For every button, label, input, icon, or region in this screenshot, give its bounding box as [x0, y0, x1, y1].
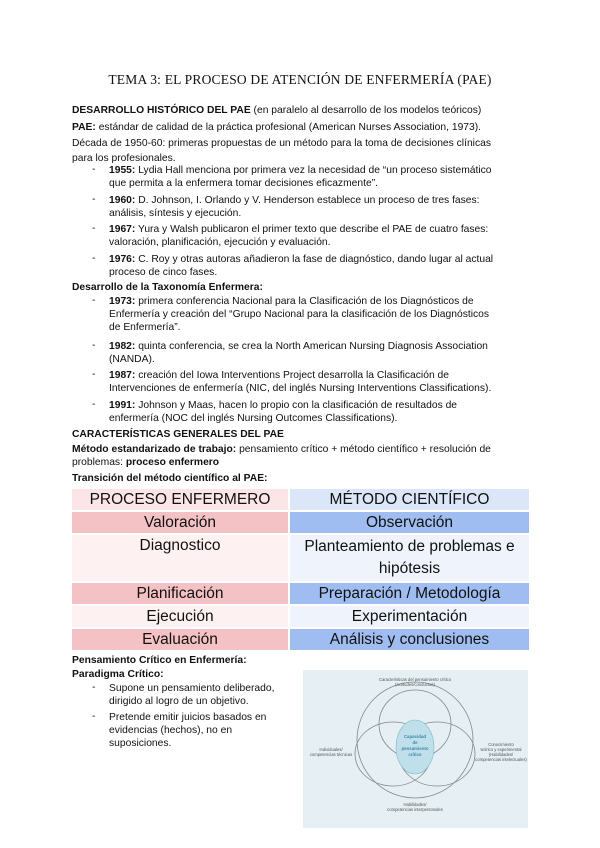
list-item: 1987: creación del Iowa Interventions Project desarrolla la Clasificación de Intervenciones de enfermería (NIC, del inglés Nursing Interventions Classifications).: [109, 370, 492, 395]
table-cell: Experimentación: [289, 605, 529, 628]
bullet-dash: -: [92, 340, 96, 351]
venn-diagram: [303, 670, 528, 828]
transicion-heading: Transición del método científico al PAE:: [72, 473, 268, 484]
bullet-dash: -: [92, 399, 96, 410]
table-cell: Preparación / Metodología: [289, 582, 529, 605]
bullet-dash: -: [92, 253, 96, 264]
fig-label-right-1: Conocimiento: [488, 742, 514, 747]
list-item: 1976: C. Roy y otras autoras añadieron la fase de diagnóstico, dando lugar al actual proceso de cinco fases.: [109, 254, 494, 279]
table-row: [72, 511, 529, 534]
table-row: [72, 534, 529, 582]
decada-line-1: Década de 1950-60: primeras propuestas de un método para la toma de decisiones clínicas: [72, 138, 491, 149]
caracteristicas-heading: CARACTERÍSTICAS GENERALES DEL PAE: [72, 429, 284, 440]
proceso-metodo-table: [72, 487, 529, 650]
table-cell: Diagnostico: [72, 534, 289, 582]
pensamiento-heading: Pensamiento Crítico en Enfermería:: [72, 655, 247, 666]
fig-label-left-1: Individuales/: [319, 747, 343, 752]
list-item: 1973: primera conferencia Nacional para la Clasificación de los Diagnósticos de Enfermería y creación del “Grupo Nacional para la clasificación de los Diagnósticos de Enfermería”.: [109, 296, 490, 334]
list-item: 1967: Yura y Walsh publicaron el primer texto que describe el PAE de cuatro fases: valoración, planificación, ejecución y evaluación.: [109, 224, 489, 249]
historia-heading: DESARROLLO HISTÓRICO DEL PAE: [72, 105, 251, 116]
table-cell: Análisis y conclusiones: [289, 628, 529, 650]
table-cell: Evaluación: [72, 628, 289, 650]
table-header-row: [72, 488, 529, 511]
table-cell: Valoración: [72, 511, 289, 534]
historia-heading-line: [72, 104, 527, 117]
list-item: 1955: Lydia Hall menciona por primera vez la necesidad de “un proceso sistemático que permita a la enfermera tomar decisiones eficazmente”.: [109, 165, 492, 190]
list-item: 1960: D. Johnson, I. Orlando y V. Henderson establece un proceso de tres fases: análisis, síntesis y ejecución.: [109, 195, 480, 220]
fig-center-1: Capacidad: [403, 734, 427, 739]
fig-center-2: de: [412, 740, 418, 745]
fig-label-left-2: competencias técnicas: [309, 752, 353, 757]
pae-line: [72, 121, 527, 134]
pensamiento-critico-figure: [303, 670, 528, 828]
bullet-dash: -: [92, 194, 96, 205]
pae-label: PAE:: [72, 122, 96, 133]
bullet-dash: -: [92, 711, 96, 722]
fig-label-top-2: (actitudes/conductas): [395, 682, 435, 687]
table-cell: Ejecución: [72, 605, 289, 628]
decada-line-2: para los profesionales.: [72, 153, 176, 164]
list-item: 1982: quinta conferencia, se crea la North American Nursing Diagnosis Association (NANDA).: [109, 341, 488, 366]
table-row: [72, 605, 529, 628]
page-title: TEMA 3: EL PROCESO DE ATENCIÓN DE ENFERMERÍA (PAE): [108, 72, 492, 87]
list-item: Pretende emitir juicios basados en evidencias (hechos), no en suposiciones.: [109, 712, 267, 750]
bullet-dash: -: [92, 164, 96, 175]
metodo-line: Método estandarizado de trabajo: pensamiento crítico + método científico + resolución de problemas: proceso enfermero: [72, 444, 491, 469]
table-header-cell: PROCESO ENFERMERO: [72, 488, 289, 511]
table-cell: Planteamiento de problemas e hipótesis: [289, 534, 529, 582]
table-cell: Observación: [289, 511, 529, 534]
fig-label-right-2: teórico y experimental: [480, 747, 522, 752]
pae-text: estándar de calidad de la práctica profesional (American Nurses Association, 1973).: [95, 122, 482, 133]
table-cell: Planificación: [72, 582, 289, 605]
historia-heading-rest: (en paralelo al desarrollo de los modelos teóricos): [250, 105, 482, 116]
list-item: 1991: Johnson y Maas, hacen lo propio con la clasificación de resultados de enfermería (NOC del inglés Nursing Outcomes Classifications).: [109, 400, 458, 425]
taxonomia-heading: Desarrollo de la Taxonomía Enfermera:: [72, 282, 263, 293]
fig-center-4: crítico: [408, 752, 422, 757]
table-row: [72, 582, 529, 605]
bullet-dash: -: [92, 369, 96, 380]
fig-label-bottom-1: Habilidades/: [403, 802, 427, 807]
paradigma-heading: Paradigma Crítico:: [72, 669, 164, 680]
list-item: Supone un pensamiento deliberado, dirigido al logro de un objetivo.: [109, 683, 275, 708]
fig-center-3: pensamiento: [401, 746, 429, 751]
fig-label-top-1: Características del pensamiento crítico: [378, 677, 452, 682]
table-header-cell: MÉTODO CIENTÍFICO: [289, 488, 529, 511]
fig-label-right-4: competencias intelectuales): [475, 757, 527, 762]
bullet-dash: -: [92, 682, 96, 693]
bullet-dash: -: [92, 295, 96, 306]
fig-label-right-3: (Habilidades/: [488, 752, 514, 757]
table-row: [72, 628, 529, 650]
fig-label-bottom-2: competencias interpersonales: [387, 807, 443, 812]
bullet-dash: -: [92, 223, 96, 234]
